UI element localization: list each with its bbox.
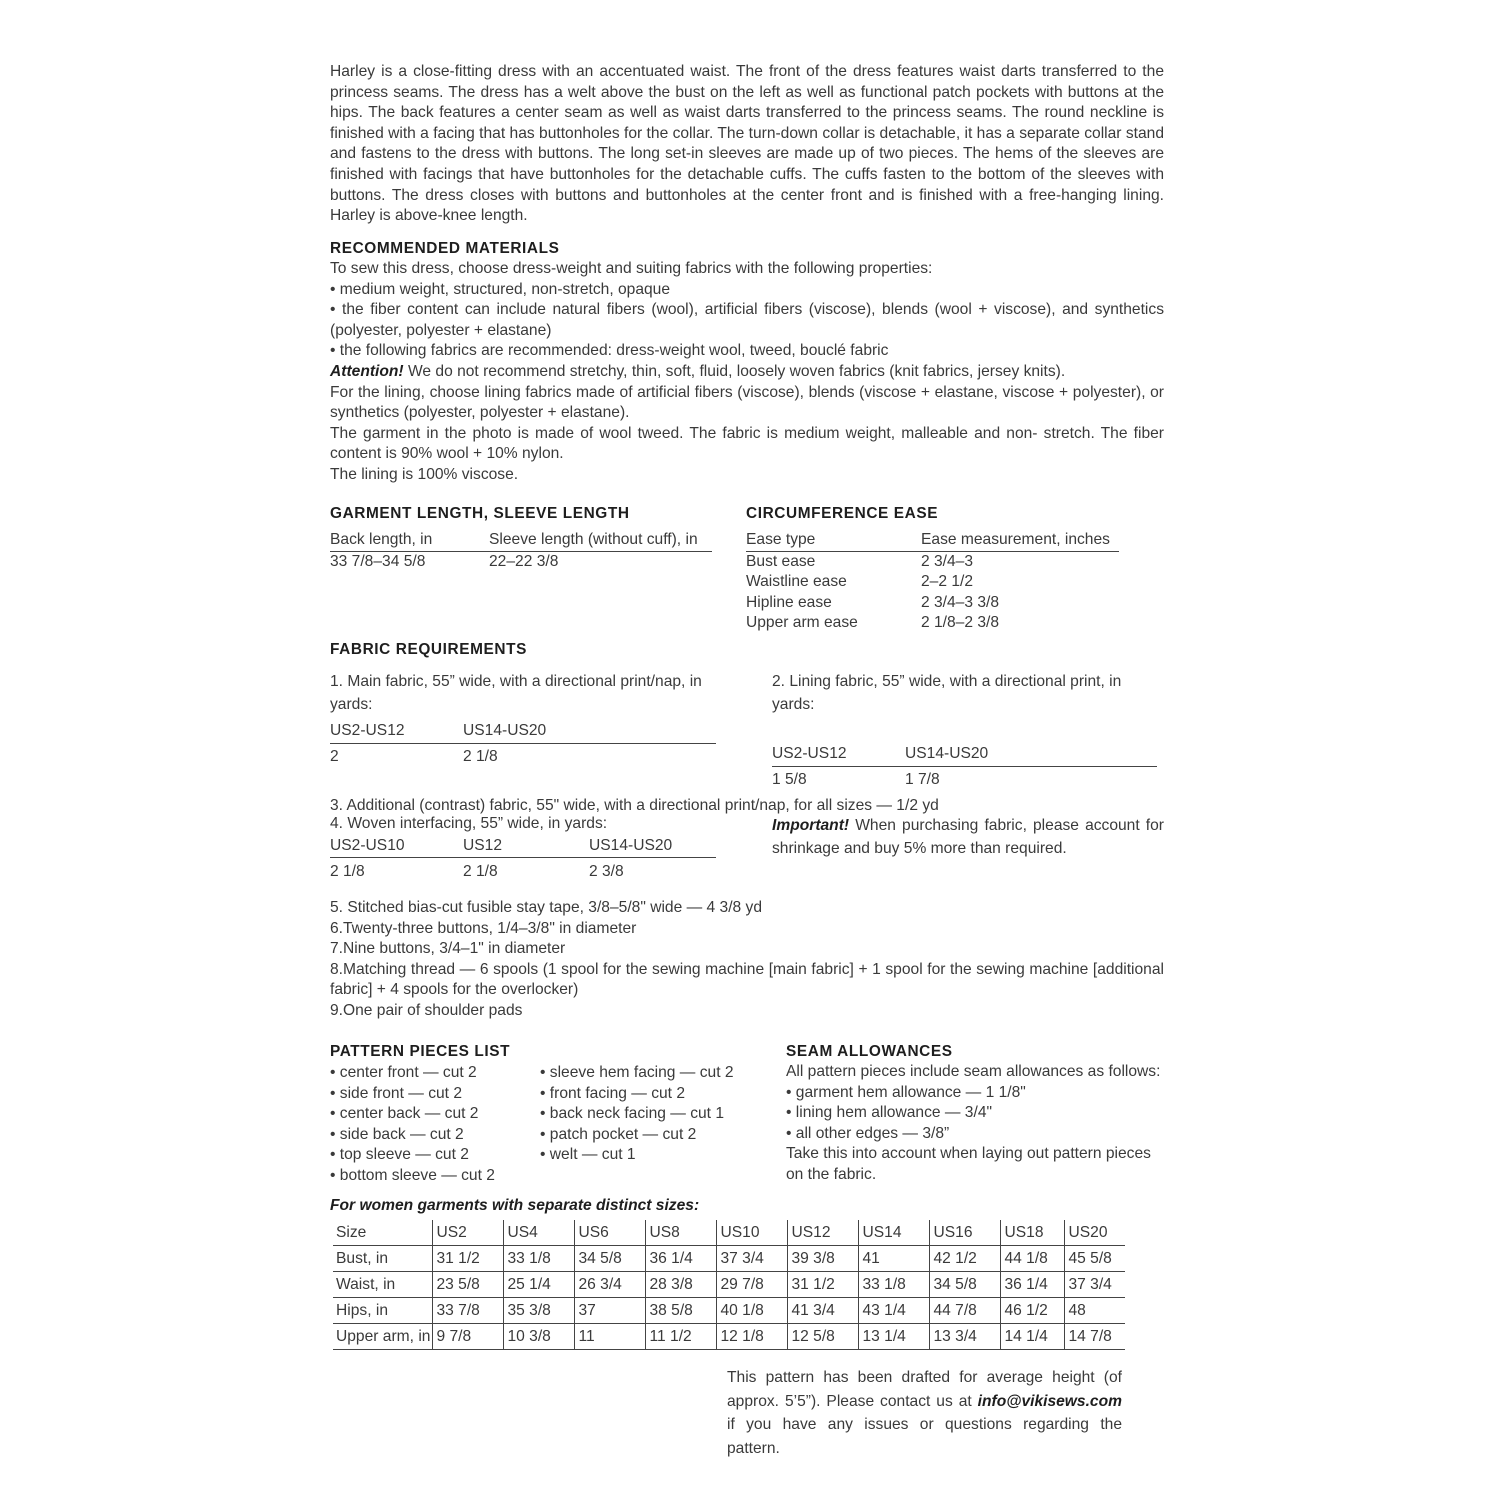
ease-type: Bust ease: [746, 552, 816, 570]
list-item: • garment hem allowance — 1 1/8": [786, 1083, 1026, 1101]
size-chart-cell: 45 5/8: [1064, 1246, 1125, 1272]
list-item: on the fabric.: [786, 1165, 877, 1183]
photo-fabric-note: The garment in the photo is made of wool tweed. The fabric is medium weight, malleable and non- stretch. The fiber content is 90% wool + 10% nylon.: [330, 424, 1164, 463]
ease-value: 2–2 1/2: [921, 573, 974, 591]
ease-row: [746, 593, 1119, 614]
lining-recommendation: For the lining, choose lining fabrics made of artificial fibers (viscose), blends (viscose + elastane, viscose + polyester), or synthetics (polyester, polyester + elastane).: [330, 383, 1164, 422]
interfacing-col: US14-US20: [589, 835, 716, 858]
lining-fabric-col: US14-US20: [905, 741, 1157, 767]
main-fabric-col: US14-US20: [463, 718, 716, 744]
lining-fabric-val: 1 5/8: [772, 770, 807, 788]
ease-table: [746, 530, 1119, 634]
pattern-pieces-section: [330, 1042, 770, 1184]
ease-value: 2 1/8–2 3/8: [921, 614, 1000, 632]
size-chart-cell: 43 1/4: [858, 1298, 929, 1324]
list-item: All pattern pieces include seam allowances as follows:: [786, 1063, 1161, 1080]
size-chart-cell: US18: [1000, 1220, 1064, 1246]
intro-paragraph: Harley is a close-fitting dress with an accentuated waist. The front of the dress features waist darts transferred to the princess seams. The dress has a welt above the bust on the left as well as functional patch pockets with buttons at the hips. The back features a center seam as well as waist darts transferred to the princess seams. The round neckline is finished with a facing that has buttonholes for the collar. The turn-down collar is detachable, it has a separate collar stand and fastens to the dress with buttons. The long set-in sleeves are made up of two pieces. The hems of the sleeves are finished with facings that have buttonholes for the detachable cuffs. The cuffs fasten to the bottom of the sleeves with buttons. The dress closes with buttons and buttonholes at the center front and is finished with a free-hanging lining. Harley is above-knee length.: [330, 63, 1164, 225]
size-chart-cell: 35 3/8: [503, 1298, 574, 1324]
pattern-pieces-heading: PATTERN PIECES LIST: [330, 1043, 511, 1060]
footer-text-end: if you have any issues or questions regarding the pattern.: [727, 1416, 1122, 1457]
size-chart-cell: 37 3/4: [716, 1246, 787, 1272]
size-chart-cell: 28 3/8: [645, 1272, 716, 1298]
footer-text: This pattern has been drafted for average height (of approx. 5’5”). Please contact us at: [727, 1369, 1122, 1410]
size-chart-row-label: Bust, in: [333, 1246, 432, 1272]
ease-row: [746, 572, 1119, 593]
list-item: • center front — cut 2: [330, 1064, 477, 1081]
ease-row: [746, 551, 1119, 572]
notion-item: 9.One pair of shoulder pads: [330, 1001, 523, 1019]
length-heading: GARMENT LENGTH, SLEEVE LENGTH: [330, 505, 630, 522]
pattern-pieces-col-1: [330, 1063, 495, 1187]
size-chart-cell: 33 1/8: [858, 1272, 929, 1298]
lining-fabric-val: 1 7/8: [905, 770, 940, 788]
size-chart-cell: US8: [645, 1220, 716, 1246]
size-chart-cell: 41 3/4: [787, 1298, 858, 1324]
ease-section: [746, 504, 1120, 634]
materials-bullet-3: • the following fabrics are recommended: dress-weight wool, tweed, bouclé fabric: [330, 342, 889, 360]
lining-fabric-title: 2. Lining fabric, 55” wide, with a directional print, in yards:: [772, 673, 1122, 713]
size-chart-cell: 10 3/8: [503, 1324, 574, 1350]
size-chart-cell: 13 1/4: [858, 1324, 929, 1350]
document-page: [330, 0, 1164, 1499]
size-chart-cell: 31 1/2: [787, 1272, 858, 1298]
size-chart-cell: US2: [432, 1220, 503, 1246]
fabric-heading: FABRIC REQUIREMENTS: [330, 641, 527, 658]
ease-type: Hipline ease: [746, 593, 832, 611]
size-chart-row-label: Upper arm, in: [333, 1324, 432, 1350]
length-val-sleeve: 22–22 3/8: [489, 552, 559, 570]
attention-note: [330, 362, 1164, 383]
list-item: • bottom sleeve — cut 2: [330, 1166, 495, 1184]
size-chart-cell: 42 1/2: [929, 1246, 1000, 1272]
list-item: • patch pocket — cut 2: [540, 1125, 697, 1143]
size-chart-cell: US20: [1064, 1220, 1125, 1246]
materials-bullet-2: • the fiber content can include natural fibers (wool), artificial fibers (viscose), blends (wool + viscose), and synthetics (polyester, polyester + elastane): [330, 301, 1164, 339]
length-table: [330, 530, 712, 572]
size-chart-cell: 36 1/4: [1000, 1272, 1064, 1298]
list-item: • welt — cut 1: [540, 1146, 636, 1164]
size-chart-cell: 33 7/8: [432, 1298, 503, 1324]
list-item: • top sleeve — cut 2: [330, 1146, 469, 1164]
main-fabric-block: [330, 670, 716, 769]
size-chart-cell: US16: [929, 1220, 1000, 1246]
size-chart-cell: 39 3/8: [787, 1246, 858, 1272]
size-chart-cell: US10: [716, 1220, 787, 1246]
notion-item: 7.Nine buttons, 3/4–1" in diameter: [330, 940, 566, 958]
attention-label: Attention!: [330, 362, 404, 380]
materials-lead: To sew this dress, choose dress-weight and suiting fabrics with the following properties:: [330, 260, 933, 277]
main-fabric-table: [330, 718, 716, 769]
lining-fabric-col: US2-US12: [772, 741, 905, 767]
size-chart-cell: US4: [503, 1220, 574, 1246]
table-row: [333, 1246, 1125, 1272]
ease-col-measurement: Ease measurement, inches: [921, 530, 1119, 551]
list-item: • sleeve hem facing — cut 2: [540, 1064, 734, 1081]
pattern-pieces-col-2: [540, 1063, 734, 1166]
materials-section: [330, 239, 1164, 486]
materials-heading: RECOMMENDED MATERIALS: [330, 240, 560, 257]
main-fabric-val: 2: [330, 747, 339, 765]
size-chart-cell: US6: [574, 1220, 645, 1246]
size-chart-table: [333, 1220, 1125, 1350]
contact-email-link[interactable]: info@vikisews.com: [977, 1392, 1122, 1410]
size-chart-row-label: Waist, in: [333, 1272, 432, 1298]
interfacing-val: 2 1/8: [463, 862, 498, 880]
ease-heading: CIRCUMFERENCE EASE: [746, 505, 939, 522]
table-row: [333, 1272, 1125, 1298]
size-chart-cell: 48: [1064, 1298, 1125, 1324]
size-chart-caption: For women garments with separate distinct sizes:: [330, 1197, 700, 1214]
size-chart-cell: 14 7/8: [1064, 1324, 1125, 1350]
interfacing-block: [330, 814, 716, 886]
interfacing-col: US2-US10: [330, 835, 463, 858]
contrast-fabric: 3. Additional (contrast) fabric, 55" wide, with a directional print/nap, for all sizes — 1/2 yd: [330, 796, 939, 814]
size-chart-cell: 37 3/4: [1064, 1272, 1125, 1298]
lining-fabric-table: [772, 741, 1157, 792]
main-fabric-col: US2-US12: [330, 718, 463, 744]
length-section: [330, 504, 714, 572]
length-val-back: 33 7/8–34 5/8: [330, 552, 426, 570]
list-item: • all other edges — 3/8”: [786, 1124, 950, 1142]
list-item: • lining hem allowance — 3/4": [786, 1104, 993, 1122]
size-chart-cell: US14: [858, 1220, 929, 1246]
seam-allowances-section: [786, 1042, 1164, 1186]
size-chart-cell: 13 3/4: [929, 1324, 1000, 1350]
size-chart-row-label: Size: [333, 1220, 432, 1246]
list-item: • front facing — cut 2: [540, 1084, 686, 1102]
interfacing-table: [330, 835, 716, 886]
ease-value: 2 3/4–3: [921, 552, 974, 570]
lining-content: The lining is 100% viscose.: [330, 465, 519, 483]
size-chart-cell: 11 1/2: [645, 1324, 716, 1350]
seam-allowances-heading: SEAM ALLOWANCES: [786, 1043, 953, 1060]
size-chart-row-label: Hips, in: [333, 1298, 432, 1324]
size-chart-cell: 12 5/8: [787, 1324, 858, 1350]
size-chart-cell: 37: [574, 1298, 645, 1324]
size-chart-cell: 29 7/8: [716, 1272, 787, 1298]
list-item: • side front — cut 2: [330, 1084, 462, 1102]
size-chart-cell: US12: [787, 1220, 858, 1246]
length-col-sleeve: Sleeve length (without cuff), in: [489, 530, 712, 551]
list-item: Take this into account when laying out pattern pieces: [786, 1145, 1151, 1163]
notion-item: 5. Stitched bias-cut fusible stay tape, 3/8–5/8" wide — 4 3/8 yd: [330, 899, 763, 916]
size-chart-cell: 46 1/2: [1000, 1298, 1064, 1324]
important-note: [772, 814, 1164, 860]
notion-item: 6.Twenty-three buttons, 1/4–3/8" in diameter: [330, 919, 637, 937]
size-chart-cell: 25 1/4: [503, 1272, 574, 1298]
size-chart-cell: 23 5/8: [432, 1272, 503, 1298]
ease-col-type: Ease type: [746, 530, 921, 551]
size-chart-cell: 41: [858, 1246, 929, 1272]
important-label: Important!: [772, 817, 850, 834]
attention-text: We do not recommend stretchy, thin, soft, fluid, loosely woven fabrics (knit fabrics, jersey knits).: [403, 362, 1066, 380]
size-chart-cell: 31 1/2: [432, 1246, 503, 1272]
list-item: • back neck facing — cut 1: [540, 1105, 725, 1123]
main-fabric-title: 1. Main fabric, 55” wide, with a directional print/nap, in yards:: [330, 673, 702, 713]
size-chart-cell: 9 7/8: [432, 1324, 503, 1350]
table-row: [333, 1298, 1125, 1324]
materials-bullet-1: • medium weight, structured, non-stretch, opaque: [330, 280, 671, 298]
size-chart-cell: 36 1/4: [645, 1246, 716, 1272]
interfacing-col: US12: [463, 835, 589, 858]
size-chart-cell: 34 5/8: [574, 1246, 645, 1272]
ease-row: [746, 613, 1119, 634]
interfacing-title: 4. Woven interfacing, 55” wide, in yards:: [330, 815, 608, 832]
list-item: • center back — cut 2: [330, 1105, 479, 1123]
interfacing-val: 2 1/8: [330, 862, 365, 880]
size-chart-cell: 12 1/8: [716, 1324, 787, 1350]
main-fabric-val: 2 1/8: [463, 747, 498, 765]
size-chart-cell: 26 3/4: [574, 1272, 645, 1298]
lining-fabric-block: [772, 670, 1164, 792]
ease-type: Waistline ease: [746, 573, 847, 591]
table-row: [333, 1324, 1125, 1350]
size-chart-cell: 33 1/8: [503, 1246, 574, 1272]
seam-allowances-list: [786, 1062, 1164, 1186]
size-chart-cell: 40 1/8: [716, 1298, 787, 1324]
interfacing-val: 2 3/8: [589, 862, 624, 880]
size-chart-cell: 38 5/8: [645, 1298, 716, 1324]
ease-type: Upper arm ease: [746, 614, 858, 632]
length-col-back: Back length, in: [330, 530, 489, 551]
important-text: When purchasing fabric, please account for shrinkage and buy 5% more than required.: [772, 817, 1164, 857]
ease-value: 2 3/4–3 3/8: [921, 593, 1000, 611]
size-chart-cell: 14 1/4: [1000, 1324, 1064, 1350]
size-chart-cell: 34 5/8: [929, 1272, 1000, 1298]
list-item: • side back — cut 2: [330, 1125, 464, 1143]
footer-note: [727, 1366, 1122, 1460]
size-chart-cell: 44 7/8: [929, 1298, 1000, 1324]
size-chart-cell: 11: [574, 1324, 645, 1350]
size-chart-header-row: [333, 1220, 1125, 1246]
notions-list: [330, 898, 1164, 1022]
notion-item: 8.Matching thread — 6 spools (1 spool for the sewing machine [main fabric] + 1 spool for the sewing machine [additional fabric] + 4 spools for the overlocker): [330, 960, 1164, 999]
size-chart-cell: 44 1/8: [1000, 1246, 1064, 1272]
